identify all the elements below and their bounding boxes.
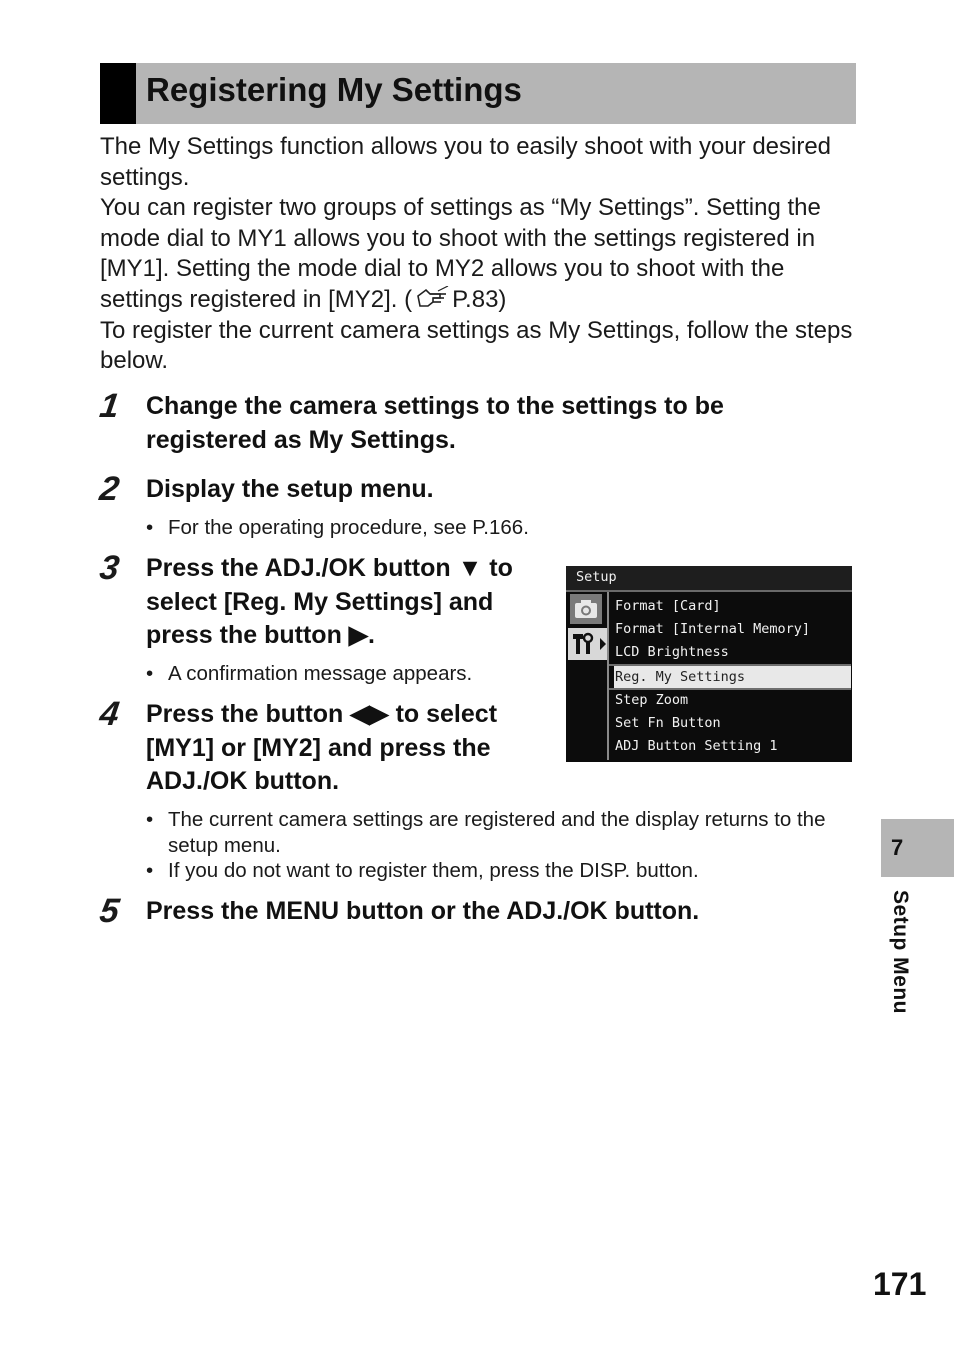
intro-text [100, 132, 860, 377]
step-number: 2 [97, 470, 122, 508]
page-number: 171 [873, 1266, 927, 1302]
menu-item-format-internal-memory: Format [Internal Memory] [615, 621, 811, 637]
note-item: • The current camera settings are registered and the display returns to the setup menu. [146, 807, 858, 858]
step-line: Press the button ◀▶ to select [146, 700, 498, 728]
step-line: Press the ADJ./OK button ▼ to [146, 554, 513, 582]
step-number: 5 [97, 892, 122, 930]
wrench-icon [568, 628, 608, 660]
camera-tab-icon [570, 594, 602, 624]
menu-item-reg-my-settings: Reg. My Settings [614, 666, 851, 688]
intro-paragraph-3: To register the current camera settings as My Settings, follow the steps below. [100, 316, 853, 375]
intro-page-reference: P.83) [452, 285, 507, 313]
section-title-bar [100, 63, 856, 124]
reference-hand-icon [416, 286, 450, 310]
step-line: Change the camera settings to the settings to be [146, 392, 724, 420]
step-instruction [146, 698, 566, 799]
title-marker-block [100, 63, 136, 124]
intro-paragraph-1: The My Settings function allows you to easily shoot with your desired settings. [100, 133, 832, 191]
note-item: • For the operating procedure, see P.166. [146, 515, 866, 541]
note-item: • A confirmation message appears. [146, 661, 546, 687]
step-line: registered as My Settings. [146, 425, 456, 454]
menu-item-step-zoom: Step Zoom [615, 692, 689, 708]
step-instruction: Display the setup menu. [146, 475, 434, 503]
step-number: 3 [97, 549, 122, 587]
camera-icon [570, 594, 602, 624]
step-line: press the button ▶. [146, 621, 375, 649]
screen-title: Setup [576, 569, 617, 585]
step-line: [MY1] or [MY2] and press the [146, 733, 491, 762]
menu-item-set-fn-button: Set Fn Button [615, 715, 721, 731]
chapter-tab [881, 819, 954, 877]
intro-paragraph-2 [100, 193, 860, 315]
menu-item-format-card: Format [Card] [615, 598, 721, 614]
camera-setup-screen [566, 566, 852, 762]
screen-header [566, 566, 852, 592]
step-line: select [Reg. My Settings] and [146, 587, 494, 616]
step-line: ADJ./OK button. [146, 767, 340, 795]
chapter-number: 7 [891, 835, 904, 860]
intro-paragraph-2-text: You can register two groups of settings as “My Settings”. Setting the mode dial to MY1 allows you to shoot with the settings registered in [MY1]. Setting the mode dial to MY2 allows you to shoot with the settings registered in [MY2]. ( [100, 194, 821, 313]
chapter-label: Setup Menu [889, 890, 912, 1014]
step-2-notes [146, 515, 866, 541]
page-title: Registering My Settings [146, 71, 522, 108]
menu-item-adj-button-setting: ADJ Button Setting 1 [615, 738, 778, 754]
step-4-notes [146, 807, 858, 884]
setup-tab-icon [568, 628, 608, 660]
menu-item-lcd-brightness: LCD Brightness [615, 644, 729, 660]
step-instruction: Press the MENU button or the ADJ./OK button. [146, 897, 700, 925]
step-instruction [146, 552, 566, 653]
step-number: 4 [97, 695, 122, 733]
step-number: 1 [97, 387, 122, 425]
step-instruction [146, 390, 866, 457]
note-item: • If you do not want to register them, press the DISP. button. [146, 858, 858, 884]
step-3-notes [146, 661, 546, 687]
